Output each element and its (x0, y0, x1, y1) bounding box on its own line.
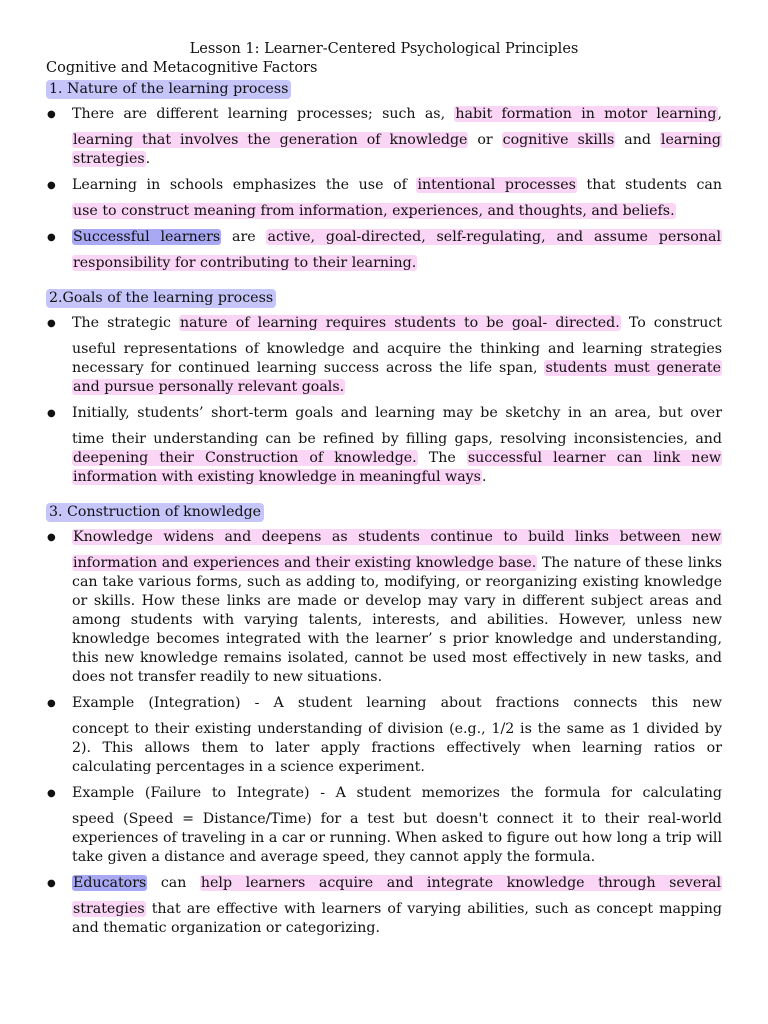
bullet-list (46, 105, 722, 273)
highlight: use to construct meaning from information, experiences, and thoughts, and beliefs. (73, 203, 675, 219)
highlight: learning that involves the generation of knowledge (73, 132, 468, 148)
section-heading: 2.Goals of the learning process (46, 289, 276, 308)
highlight-blue: Successful learners (73, 229, 221, 245)
highlight: intentional processes (417, 177, 576, 193)
list-item: ● Successful learners are active, goal-directed, self-regulating, and assume personal responsibility for contributing to their learning. (46, 228, 722, 273)
section-heading: 3. Construction of knowledge (46, 503, 264, 522)
highlight: learning strategies (73, 132, 721, 167)
list-item: ● There are different learning processes; such as, habit formation in motor learning, learning that involves the generation of knowledge or cognitive skills and learning strategies. (46, 105, 722, 169)
section-nature-of-learning (46, 78, 722, 273)
list-item: ● The strategic nature of learning requires students to be goal- directed. To construct useful representations of knowledge and acquire the thinking and learning strategies necessary for continued learning success across the life span, students must generate and pursue personally relevant goals. (46, 314, 722, 397)
list-item: ● Educators can help learners acquire and integrate knowledge through several strategies that are effective with learners of varying abilities, such as concept mapping and thematic organization or categorizing. (46, 874, 722, 938)
list-item: ● Learning in schools emphasizes the use of intentional processes that students can use to construct meaning from information, experiences, and thoughts, and beliefs. (46, 176, 722, 221)
section-construction-of-knowledge (46, 501, 722, 938)
highlight: habit formation in motor learning (455, 106, 717, 122)
highlight: students must generate and pursue personally relevant goals. (73, 360, 721, 395)
highlight: nature of learning requires students to be goal- directed. (180, 315, 620, 331)
highlight: Knowledge widens and deepens as students continue to build links between new (73, 529, 721, 545)
highlight: strategies (73, 901, 145, 917)
section-goals-of-learning (46, 287, 722, 487)
highlight: responsibility for contributing to their learning. (73, 255, 417, 271)
section-heading: 1. Nature of the learning process (46, 80, 291, 99)
document-title: Lesson 1: Learner-Centered Psychological Principles (189, 41, 579, 57)
highlight: successful learner can link new information with existing knowledge in meaningful ways (73, 450, 721, 485)
highlight: deepening their Construction of knowledge. (73, 450, 417, 466)
highlight-blue: Educators (73, 875, 147, 891)
list-item: ● Initially, students’ short-term goals and learning may be sketchy in an area, but over time their understanding can be refined by filling gaps, resolving inconsistencies, and deepening their Construction of knowledge. The successful learner can link new information with existing knowledge in meaningful ways. (46, 404, 722, 487)
highlight: cognitive skills (502, 132, 615, 148)
bullet-list (46, 314, 722, 487)
list-item: ● Example (Failure to Integrate) - A student memorizes the formula for calculating speed (Speed = Distance/Time) for a test but doesn't connect it to their real-world experiences of traveling in a car or running. When asked to figure out how long a trip will take given a distance and average speed, they cannot apply the formula. (46, 784, 722, 867)
list-item: ● Knowledge widens and deepens as students continue to build links between new information and experiences and their existing knowledge base. The nature of these links can take various forms, such as adding to, modifying, or reorganizing existing knowledge or skills. How these links are made or develop may vary in different subject areas and among students with varying talents, interests, and abilities. However, unless new knowledge becomes integrated with the learner’ s prior knowledge and understanding, this new knowledge remains isolated, cannot be used most effectively in new tasks, and does not transfer readily to new situations. (46, 528, 722, 687)
highlight: active, goal-directed, self-regulating, and assume personal (267, 229, 721, 245)
bullet-list (46, 528, 722, 938)
highlight: information and experiences and their existing knowledge base. (73, 555, 537, 571)
highlight: help learners acquire and integrate knowledge through several (200, 875, 721, 891)
list-item: ● Example (Integration) - A student learning about fractions connects this new concept to their existing understanding of division (e.g., 1/2 is the same as 1 divided by 2). This allows them to later apply fractions effectively when learning ratios or calculating percentages in a science experiment. (46, 694, 722, 777)
document-subtitle: Cognitive and Metacognitive Factors (46, 60, 318, 76)
